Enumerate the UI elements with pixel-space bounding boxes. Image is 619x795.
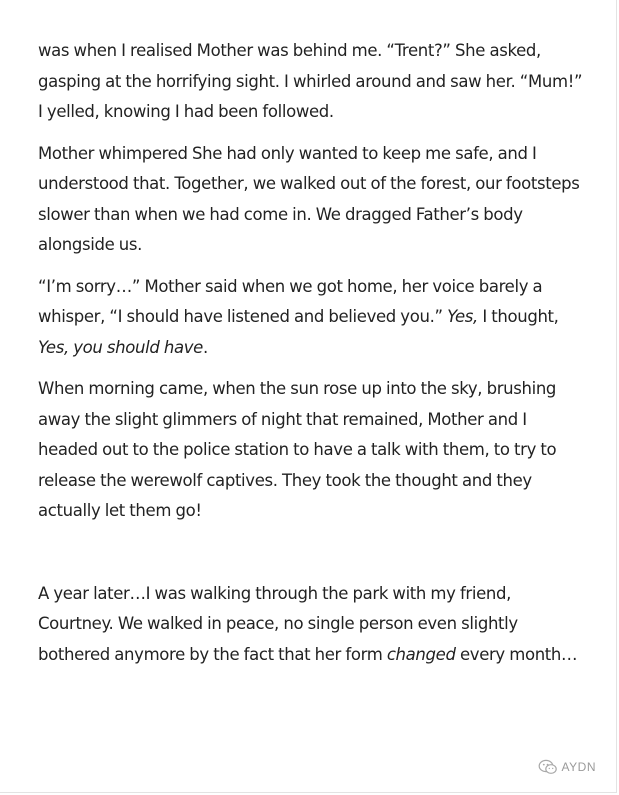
paragraph-5-start: A year later…I was walking through the park with my friend, Courtney. We walked in peace, no single person even slightly bothered anymore by the fact that her form — [38, 583, 518, 664]
paragraph-2: Mother whimpered She had only wanted to keep me safe, and I understood that. Together, we walked out of the forest, our footsteps slower than when we had come in. We dragged Father’s body alongside us. — [38, 143, 580, 254]
paragraph-5-end: every month… — [455, 644, 578, 664]
watermark — [538, 759, 596, 775]
watermark-label: AYDN — [561, 760, 596, 774]
paragraph-4: When morning came, when the sun rose up into the sky, brushing away the slight glimmers of night that remained, Mother and I headed out to the police station to have a talk with them, to try to release the werewolf captives. They took the thought and they actually let them go! — [38, 379, 557, 520]
paragraph-3-italic-1: Yes, — [447, 307, 478, 326]
paragraph-1: was when I realised Mother was behind me. “Trent?” She asked, gasping at the horrifying sight. I whirled around and saw her. “Mum!” I yelled, knowing I had been followed. — [38, 41, 583, 121]
paragraph-3-italic-2: Yes, you should have — [38, 337, 203, 357]
paragraph-3-mid: I thought, — [477, 307, 559, 326]
paragraph-3 — [38, 272, 583, 364]
paragraph-5 — [38, 579, 583, 671]
story-text — [38, 36, 583, 681]
paragraph-3-quote: “I’m sorry…” Mother said when we got home, her voice barely a whisper, “I should have listened and believed you.” — [38, 276, 543, 326]
paragraph-5-italic: changed — [386, 644, 456, 664]
paragraph-3-end: . — [202, 337, 208, 357]
wechat-icon — [538, 759, 558, 775]
